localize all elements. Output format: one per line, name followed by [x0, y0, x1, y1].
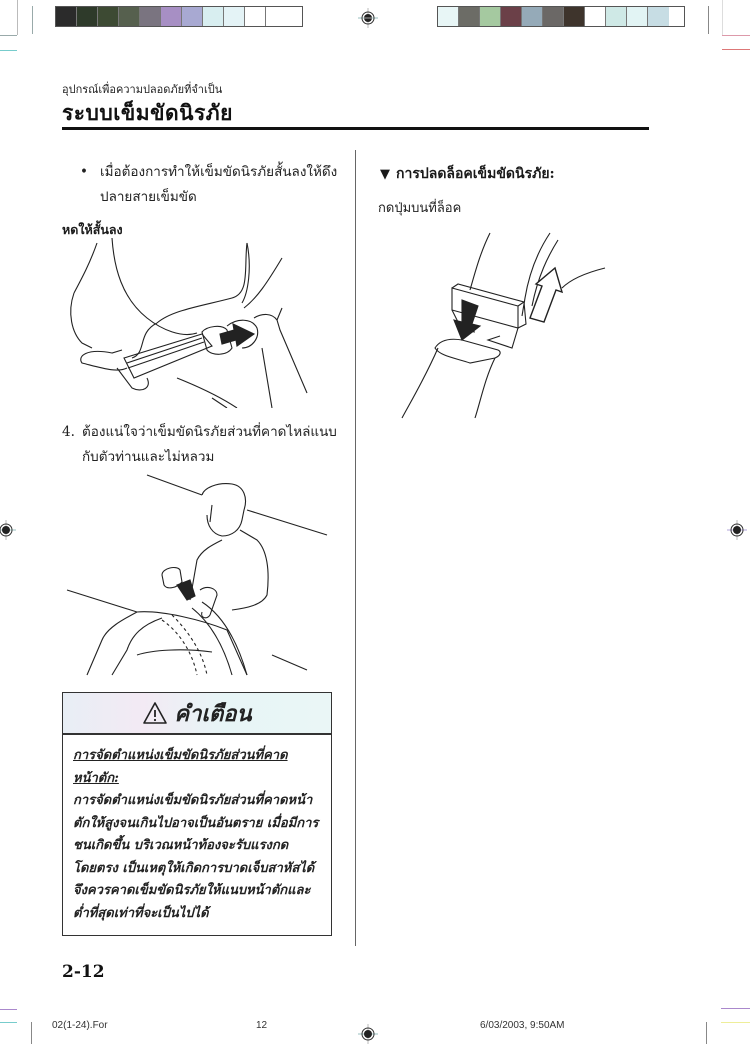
warning-box	[62, 692, 332, 936]
warning-text-line: ต่ำที่สุดเท่าที่จะเป็นไปได้	[73, 905, 209, 921]
registration-mark-icon	[358, 8, 378, 28]
color-swatch	[585, 7, 606, 26]
warning-text-line: จึงควรคาดเข็มขัดนิรภัยให้แนบหน้าตักและ	[73, 883, 311, 898]
arrow-down-icon	[454, 300, 480, 340]
crop-mark	[708, 6, 709, 34]
color-swatch	[606, 7, 627, 26]
color-swatch	[459, 7, 480, 26]
crop-mark	[722, 49, 750, 50]
section-label: อุปกรณ์เพื่อความปลอดภัยที่จำเป็น	[62, 83, 223, 96]
figure-caption: หดให้สั้นลง	[62, 222, 123, 237]
warning-header	[63, 693, 331, 735]
color-swatch	[98, 7, 119, 26]
crop-mark	[0, 1009, 17, 1010]
registration-mark-icon	[727, 520, 747, 540]
arrow-right-icon	[220, 324, 254, 346]
footer-page: 12	[256, 1020, 268, 1031]
crop-mark	[31, 1022, 32, 1044]
warning-triangle-icon	[142, 701, 168, 725]
page-number: 2-12	[62, 962, 105, 982]
page-title: ระบบเข็มขัดนิรภัย	[62, 100, 233, 125]
warning-body	[73, 745, 325, 925]
color-swatch	[245, 7, 266, 26]
driver-seatbelt-illustration	[62, 470, 337, 680]
color-swatch	[161, 7, 182, 26]
bullet-text-line: เมื่อต้องการทำให้เข็มขัดนิรภัยสั้นลงให้ดึง	[100, 164, 338, 180]
color-swatch	[480, 7, 501, 26]
warning-subhead-line: หน้าตัก:	[73, 770, 119, 786]
color-swatch	[119, 7, 140, 26]
warning-text-line: ตักให้สูงจนเกินไปอาจเป็นอันตราย เมื่อมีการ	[73, 815, 319, 831]
color-swatch	[438, 7, 459, 26]
warning-text-line: ชนเกิดขึ้น บริเวณหน้าท้องจะรับแรงกด	[73, 838, 289, 853]
warning-title: คำเตือน	[174, 700, 252, 727]
color-swatch	[140, 7, 161, 26]
color-swatch	[522, 7, 543, 26]
unlock-heading-text: การปลดล็อคเข็มขัดนิรภัย:	[396, 166, 555, 182]
footer-timestamp: 6/03/2003, 9:50AM	[480, 1020, 565, 1031]
crop-mark	[721, 1008, 750, 1009]
column-divider	[355, 150, 356, 946]
bullet-item	[80, 160, 350, 210]
color-swatch	[648, 7, 669, 26]
color-swatch	[77, 7, 98, 26]
warning-subhead-line: การจัดตำแหน่งเข็มขัดนิรภัยส่วนที่คาด	[73, 748, 288, 763]
step-4	[62, 420, 347, 470]
arrow-down-icon	[177, 580, 195, 600]
crop-mark	[722, 35, 750, 36]
registration-mark-icon	[0, 520, 16, 540]
triangle-down-icon: ▼	[380, 167, 390, 182]
step-text-line: ต้องแน่ใจว่าเข็มขัดนิรภัยส่วนที่คาดไหล่แนบ	[82, 424, 337, 440]
color-swatch	[224, 7, 245, 26]
shorten-belt-illustration	[62, 238, 337, 408]
color-swatch	[266, 7, 287, 26]
color-bar-right	[437, 6, 685, 27]
step-text-line: กับตัวท่านและไม่หลวม	[82, 449, 215, 465]
unlock-heading	[380, 163, 555, 185]
bullet-dot-icon: •	[80, 164, 88, 180]
crop-mark	[0, 1022, 17, 1023]
color-swatch	[627, 7, 648, 26]
buckle-release-illustration	[390, 228, 620, 423]
warning-text-line: โดยตรง เป็นเหตุให้เกิดการบาดเจ็บสาหัสได้	[73, 860, 315, 876]
unlock-instruction: กดปุ่มบนที่ล็อค	[378, 201, 462, 216]
step-number: 4.	[62, 424, 75, 440]
color-swatch	[56, 7, 77, 26]
color-swatch	[564, 7, 585, 26]
color-swatch	[543, 7, 564, 26]
color-swatch	[501, 7, 522, 26]
crop-mark	[32, 6, 33, 34]
registration-mark-icon	[358, 1024, 378, 1044]
warning-text-line: การจัดตำแหน่งเข็มขัดนิรภัยส่วนที่คาดหน้า	[73, 793, 313, 808]
crop-mark	[706, 1022, 707, 1044]
crop-mark	[0, 50, 17, 51]
footer-file: 02(1-24).For	[52, 1020, 108, 1031]
crop-mark	[17, 0, 18, 35]
color-bar-left	[55, 6, 303, 27]
crop-mark	[721, 1022, 750, 1023]
crop-mark	[722, 0, 723, 35]
color-swatch	[203, 7, 224, 26]
title-rule	[62, 127, 649, 130]
crop-mark	[0, 35, 17, 36]
bullet-text-line: ปลายสายเข็มขัด	[100, 189, 197, 205]
color-swatch	[182, 7, 203, 26]
